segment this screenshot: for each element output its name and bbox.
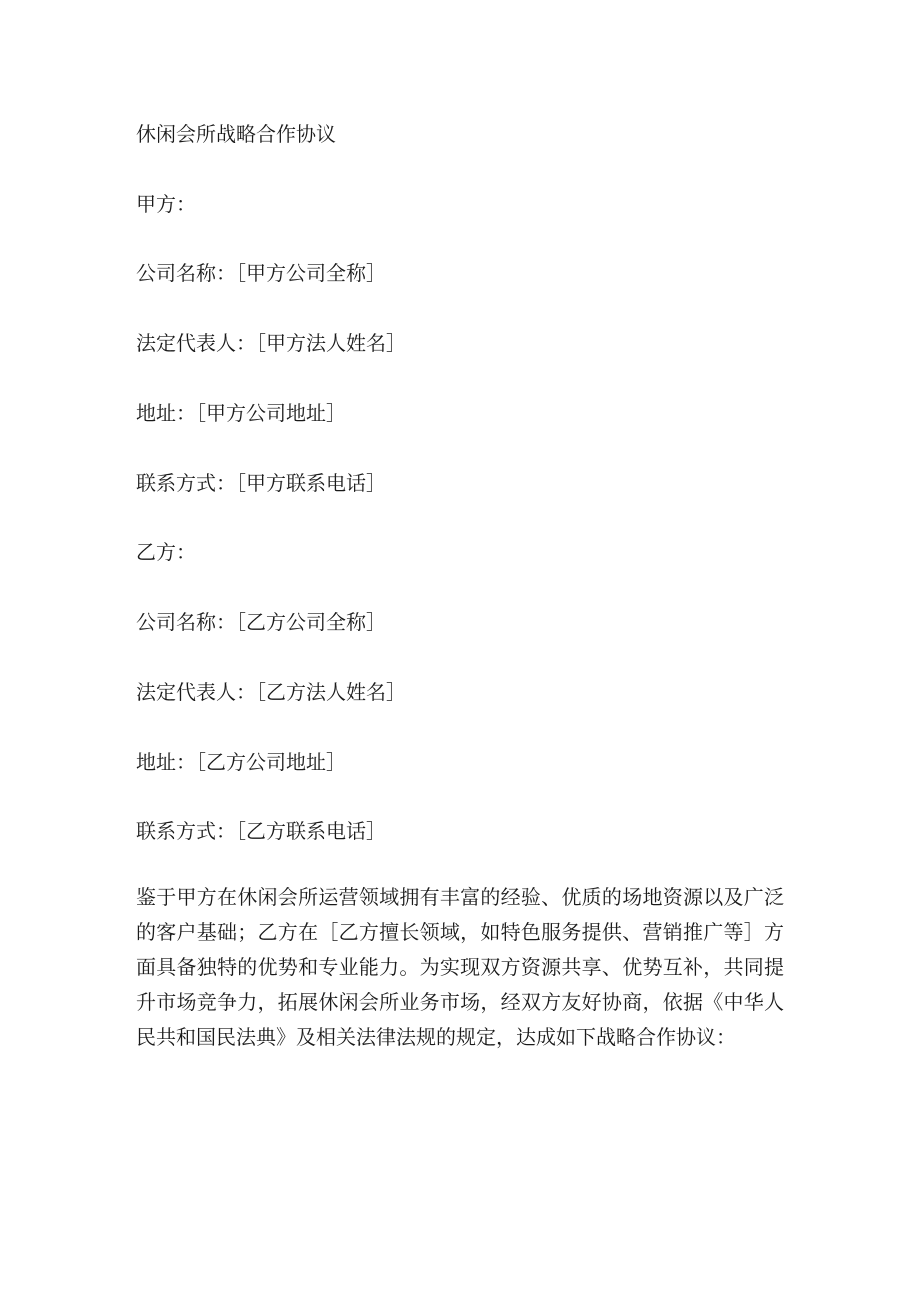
party-a-company: 公司名称：［甲方公司全称］ <box>136 261 386 285</box>
party-a-heading: 甲方： <box>136 192 196 216</box>
party-b-company: 公司名称：［乙方公司全称］ <box>136 610 386 634</box>
document-title: 休闲会所战略合作协议 <box>136 122 336 146</box>
party-b-heading: 乙方： <box>136 540 196 564</box>
party-b-legal-rep: 法定代表人：［乙方法人姓名］ <box>136 680 406 704</box>
party-a-address: 地址：［甲方公司地址］ <box>136 401 346 425</box>
party-a-legal-rep: 法定代表人：［甲方法人姓名］ <box>136 331 406 355</box>
party-b-address: 地址：［乙方公司地址］ <box>136 750 346 774</box>
party-a-contact: 联系方式：［甲方联系电话］ <box>136 471 386 495</box>
preamble-paragraph: 鉴于甲方在休闲会所运营领域拥有丰富的经验、优质的场地资源以及广泛的客户基础；乙方在［乙方擅长领域，如特色服务提供、营销推广等］方面具备独特的优势和专业能力。为实现双方资源共享、优势互补，共同提升市场竞争力，拓展休闲会所业务市场，经双方友好协商，依据《中华人民共和国民法典》及相关法律法规的规定，达成如下战略合作协议： <box>136 885 784 1049</box>
party-b-contact: 联系方式：［乙方联系电话］ <box>136 819 386 843</box>
